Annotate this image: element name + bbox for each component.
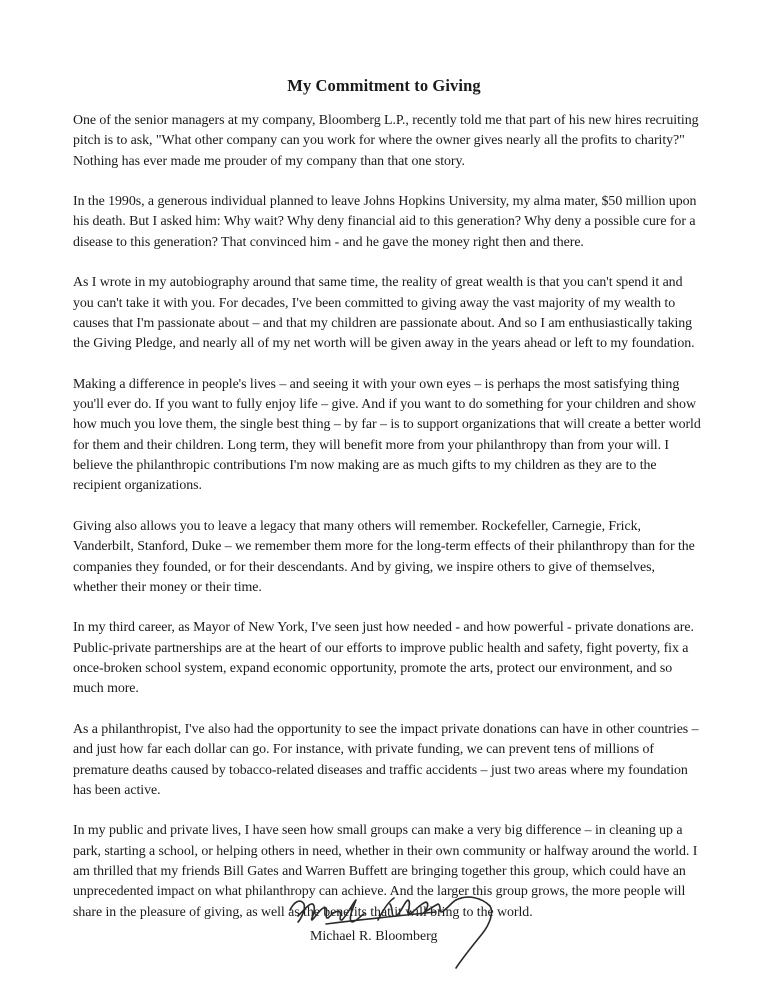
signer-name: Michael R. Bloomberg — [310, 929, 438, 944]
signature-block — [286, 880, 516, 980]
paragraph-2: In the 1990s, a generous individual planned to leave Johns Hopkins University, my alma mater, $50 million upon his death. But I asked him: Why wait? Why deny financial aid to this generation? Why deny a possible cure for a disease to this generation? That convinced him - and he gave the money right then and there. — [73, 194, 697, 250]
paragraph-7: As a philanthropist, I've also had the opportunity to see the impact private donations can have in other countries – and just how far each dollar can go. For instance, with private funding, we can prevent tens of millions of premature deaths caused by tobacco-related diseases and traffic accidents – just two areas where my foundation has been active. — [73, 721, 699, 798]
paragraph-5: Giving also allows you to leave a legacy that many others will remember. Rockefeller, Carnegie, Frick, Vanderbilt, Stanford, Duke – we remember them more for the long-term effects of their philanthropy than for the companies they founded, or for their descendants. And by giving, we inspire others to give of themselves, whether their money or their time. — [73, 518, 695, 595]
paragraph-8: In my public and private lives, I have seen how small groups can make a very big difference – in cleaning up a park, starting a school, or helping others in need, whether in their own community or halfway around the world. I am thrilled that my friends Bill Gates and Warren Buffett are bringing together this group, which could have an unprecedented impact on what philanthropy can achieve. And the larger this group grows, the more people will share in the pleasure of giving, as well as the benefits that it will bring to the world. — [73, 823, 698, 920]
page-title: My Commitment to Giving — [287, 76, 481, 95]
paragraph-1: One of the senior managers at my company, Bloomberg L.P., recently told me that part of his new hires recruiting pitch is to ask, "What other company can you work for where the owner gives nearly all the profits to charity?" Nothing has ever made me prouder of my company than that one story. — [73, 113, 699, 169]
paragraph-3: As I wrote in my autobiography around that same time, the reality of great wealth is that you can't spend it and you can't take it with you. For decades, I've been committed to giving away the vast majority of my wealth to causes that I'm passionate about – and that my children are passionate about. And so I am enthusiastically taking the Giving Pledge, and nearly all of my net worth will be given away in the years ahead or left to my foundation. — [73, 275, 695, 352]
letter-body — [73, 111, 701, 943]
paragraph-6: In my third career, as Mayor of New York, I've seen just how needed - and how powerful - private donations are. Public-private partnerships are at the heart of our efforts to improve public health and safety, fight poverty, fix a once-broken school system, expand economic opportunity, promote the arts, protect our environment, and so much more. — [73, 620, 694, 697]
paragraph-4: Making a difference in people's lives – and seeing it with your own eyes – is perhaps the most satisfying thing you'll ever do. If you want to fully enjoy life – give. And if you want to do something for your children and show how much you love them, the single best thing – by far – is to support organizations that will create a better world for them and their children. Long term, they will benefit more from your philanthropy than from your will. I believe the philanthropic contributions I'm now making are as much gifts to my children as they are to the recipient organizations. — [73, 376, 701, 494]
